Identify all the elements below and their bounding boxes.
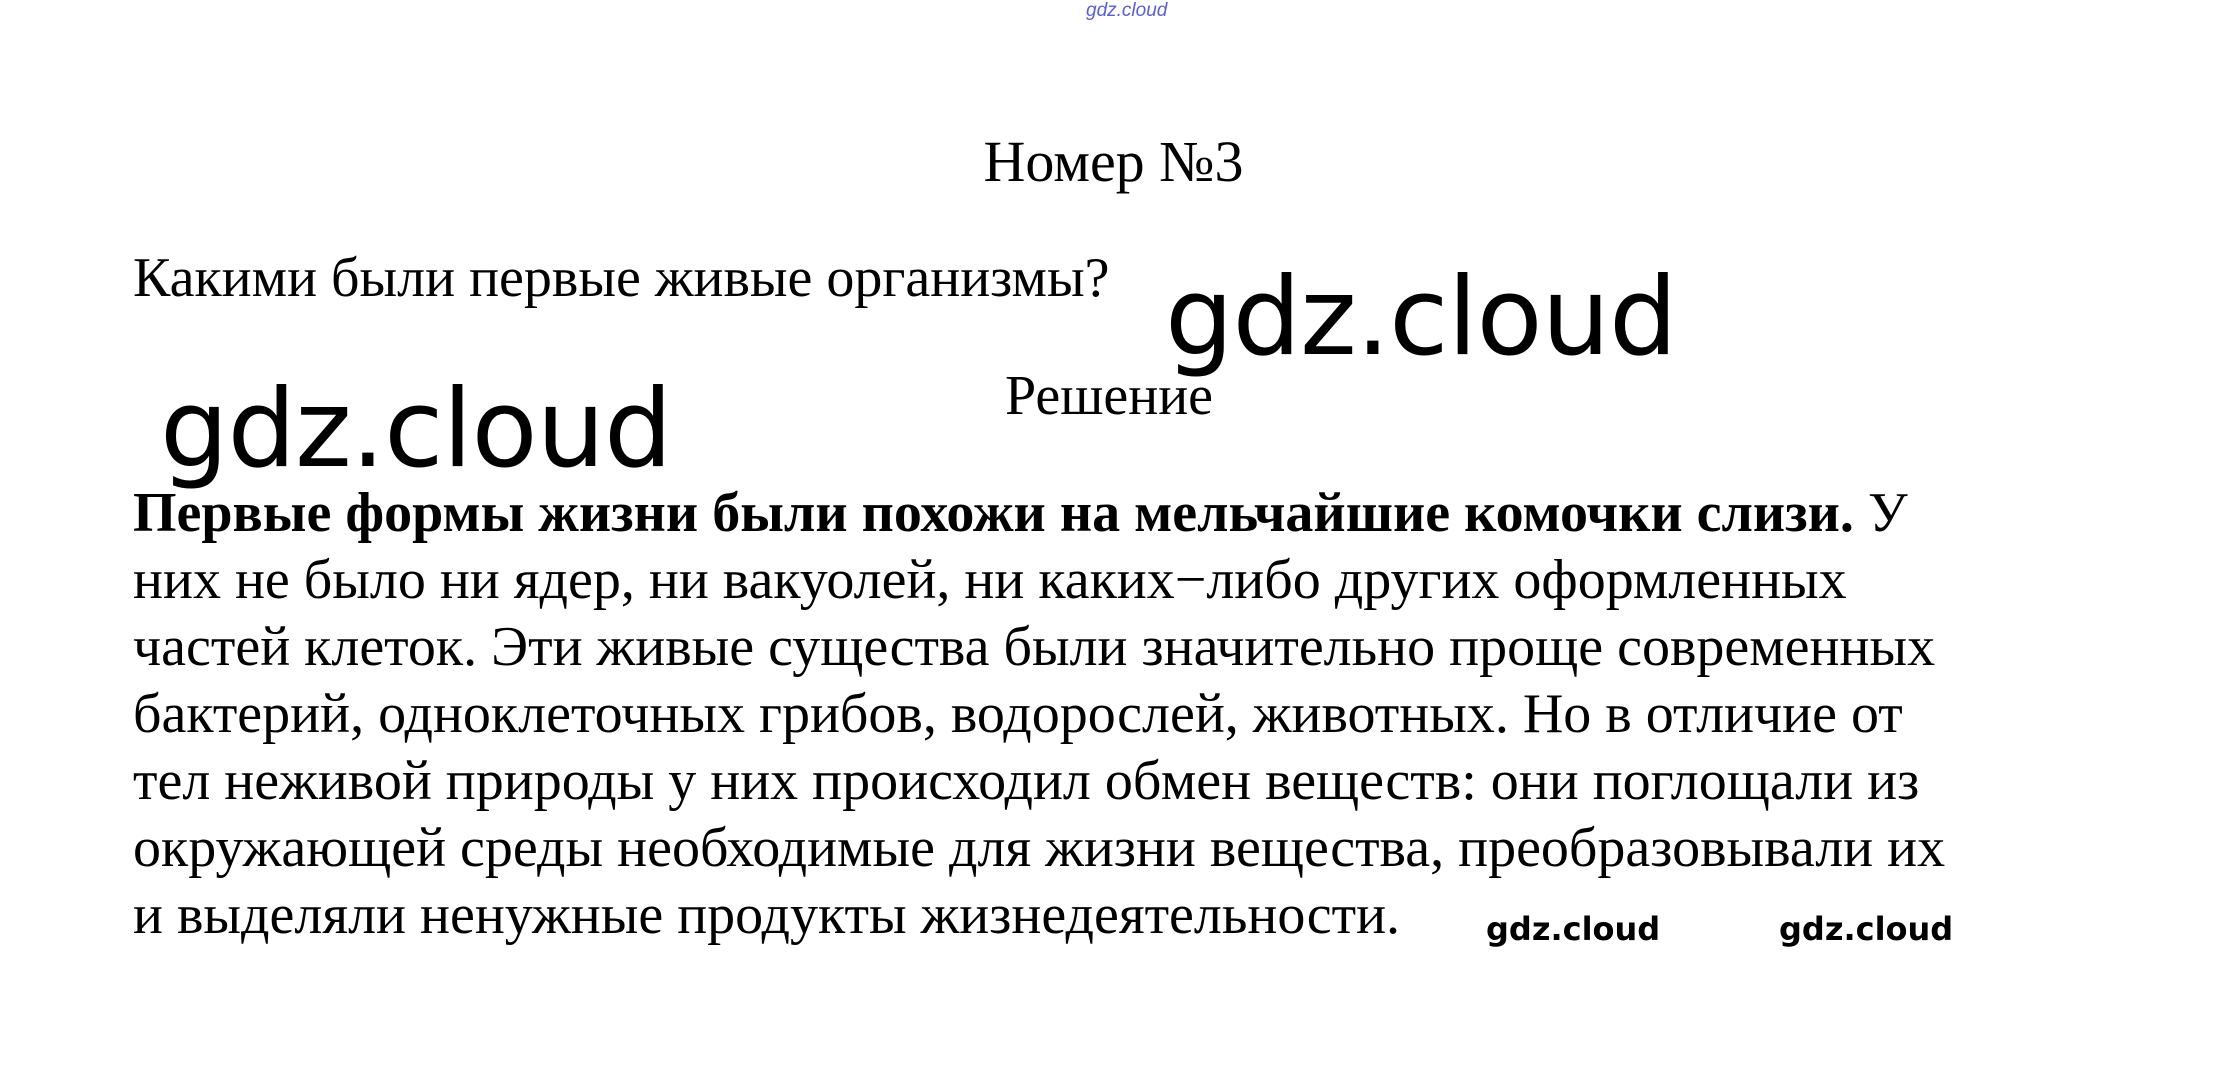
answer-line-1-rest: У xyxy=(1853,482,1908,544)
answer-bold-lead: Первые формы жизни были похожи на мельчайшие комочки слизи. xyxy=(133,482,1854,544)
solution-title: Решение xyxy=(1005,365,1214,427)
task-heading-text: Номер №3 xyxy=(983,129,1244,194)
answer-line-6: окружающей среды необходимые для жизни вещества, преобразовывали их xyxy=(133,817,1946,879)
top-watermark: gdz.cloud xyxy=(1086,0,1168,21)
watermark-small-2: gdz.cloud xyxy=(1779,910,1954,948)
task-heading xyxy=(0,125,2226,199)
answer-line-7: и выделяли ненужные продукты жизнедеятельности. xyxy=(133,884,1401,946)
watermark-large-right: gdz.cloud xyxy=(1165,255,1677,380)
answer-line-3: частей клеток. Эти живые существа были значительно проще современных xyxy=(133,616,1936,678)
watermark-large-left: gdz.cloud xyxy=(160,367,672,492)
answer-line-5: тел неживой природы у них происходил обмен веществ: они поглощали из xyxy=(133,750,1920,812)
question-text: Какими были первые живые организмы? xyxy=(133,247,1110,309)
answer-line-4: бактерий, одноклеточных грибов, водорослей, животных. Но в отличие от xyxy=(133,683,1903,745)
answer-paragraph xyxy=(133,480,2093,949)
watermark-small-1: gdz.cloud xyxy=(1486,910,1661,948)
answer-line-2: них не было ни ядер, ни вакуолей, ни каких−либо других оформленных xyxy=(133,549,1847,611)
